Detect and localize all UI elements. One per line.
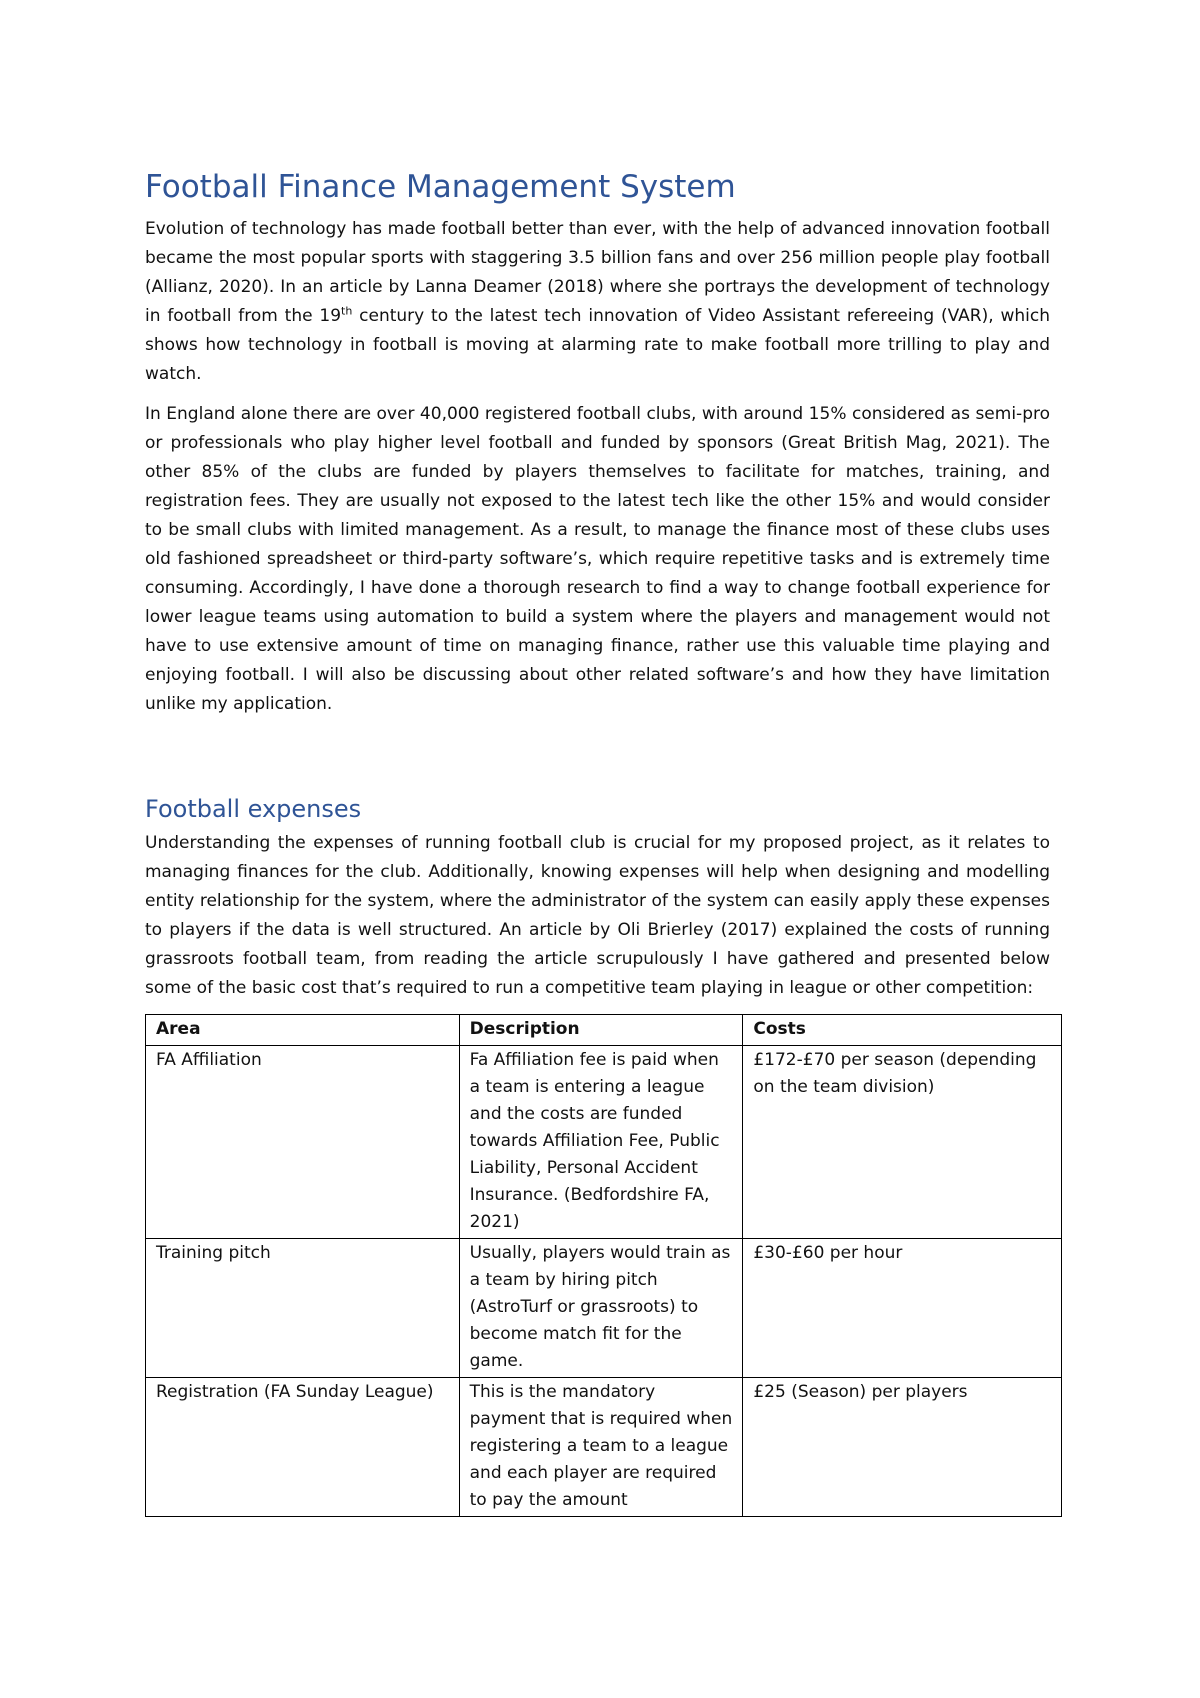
page-title: Football Finance Management System xyxy=(145,169,736,205)
intro-paragraph-1 xyxy=(145,215,1050,389)
section-heading-expenses: Football expenses xyxy=(145,795,362,823)
cell-description: This is the mandatory payment that is required when registering a team to a league and each player are required to pay the amount xyxy=(459,1378,743,1517)
header-description: Description xyxy=(459,1015,743,1046)
header-costs: Costs xyxy=(743,1015,1062,1046)
expenses-paragraph: Understanding the expenses of running football club is crucial for my proposed project, as it relates to managing finances for the club. Additionally, knowing expenses will help when designing and modelling entity relationship for the system, where the administrator of the system can easily apply these expenses to players if the data is well structured. An article by Oli Brierley (2017) explained the costs of running grassroots football team, from reading the article scrupulously I have gathered and presented below some of the basic cost that’s required to run a competitive team playing in league or other competition: xyxy=(145,833,1050,998)
cell-costs: £172-£70 per season (depending on the team division) xyxy=(743,1046,1062,1239)
cell-costs: £25 (Season) per players xyxy=(743,1378,1062,1517)
cell-costs: £30-£60 per hour xyxy=(743,1239,1062,1378)
header-area: Area xyxy=(146,1015,460,1046)
table-row xyxy=(146,1046,1062,1239)
table-row xyxy=(146,1239,1062,1378)
ordinal-suffix: th xyxy=(341,304,353,318)
table-header-row xyxy=(146,1015,1062,1046)
intro-text-before-sup: Evolution of technology has made football better than ever, with the help of advanced innovation football became the most popular sports with staggering 3.5 billion fans and over 256 million people play football (Allianz, 2020). In an article by Lanna Deamer (2018) where she portrays the development of technology in football from the 19 xyxy=(145,219,1050,326)
intro-paragraph-2: In England alone there are over 40,000 registered football clubs, with around 15% considered as semi-pro or professionals who play higher level football and funded by sponsors (Great British Mag, 2021). The other 85% of the clubs are funded by players themselves to facilitate for matches, training, and registration fees. They are usually not exposed to the latest tech like the other 15% and would consider to be small clubs with limited management. As a result, to manage the finance most of these clubs uses old fashioned spreadsheet or third-party software’s, which require repetitive tasks and is extremely time consuming. Accordingly, I have done a thorough research to find a way to change football experience for lower league teams using automation to build a system where the players and management would not have to use extensive amount of time on managing finance, rather use this valuable time playing and enjoying football. I will also be discussing about other related software’s and how they have limitation unlike my application. xyxy=(145,404,1050,714)
intro-text-after-sup: century to the latest tech innovation of Video Assistant refereeing (VAR), which shows how technology in football is moving at alarming rate to make football more trilling to play and watch. xyxy=(145,306,1051,384)
cell-area: Registration (FA Sunday League) xyxy=(146,1378,460,1517)
cell-description: Usually, players would train as a team by hiring pitch (AstroTurf or grassroots) to become match fit for the game. xyxy=(459,1239,743,1378)
cell-area: FA Affiliation xyxy=(146,1046,460,1239)
expenses-table xyxy=(145,1014,1062,1517)
cell-area: Training pitch xyxy=(146,1239,460,1378)
cell-description: Fa Affiliation fee is paid when a team is entering a league and the costs are funded towards Affiliation Fee, Public Liability, Personal Accident Insurance. (Bedfordshire FA, 2021) xyxy=(459,1046,743,1239)
document-page xyxy=(145,165,1050,1517)
table-row xyxy=(146,1378,1062,1517)
